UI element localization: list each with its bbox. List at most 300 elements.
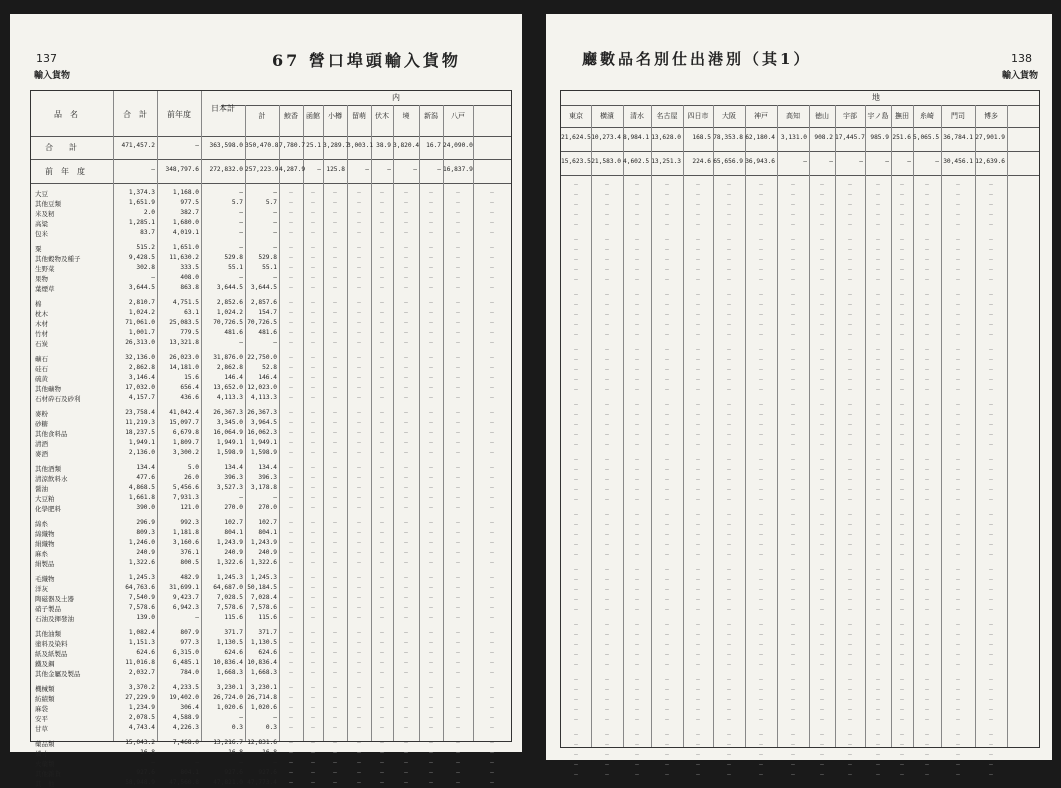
dash: — [357,504,361,511]
dash: — [404,354,408,361]
summary-cell: — [413,166,417,173]
dash: — [727,586,731,593]
dash: — [289,354,293,361]
table-cell: 3,345.0 [216,419,243,426]
table-cell: 26,023.0 [169,354,199,361]
dash: — [820,191,824,198]
dash: — [876,191,880,198]
dash: — [635,641,639,648]
dash: — [574,566,578,573]
dash: — [696,376,700,383]
dash: — [333,779,337,786]
table-cell: — [239,339,243,346]
dash: — [876,751,880,758]
dash: — [696,456,700,463]
dash: — [848,311,852,318]
dash: — [635,376,639,383]
dash: — [900,266,904,273]
dash: — [925,686,929,693]
dash: — [605,356,609,363]
summary-cell: 17,445.7 [835,134,865,141]
dash: — [635,266,639,273]
dash: — [404,219,408,226]
table-cell: 529.8 [224,254,243,261]
dash: — [696,321,700,328]
dash: — [429,549,433,556]
dash: — [333,474,337,481]
dash: — [490,394,494,401]
dash: — [635,731,639,738]
dash: — [876,761,880,768]
header-port: 宇ノ島 [867,112,889,120]
header-port: 高知 [786,112,800,120]
dash: — [791,331,795,338]
header-port: 糸崎 [920,112,934,120]
dash: — [357,539,361,546]
table-cell: 47,773.4 [247,779,277,786]
dash: — [900,511,904,518]
table-cell: 7,028.4 [250,594,277,601]
table-cell: 371.7 [224,629,243,636]
dash: — [289,429,293,436]
dash: — [380,409,384,416]
dash: — [574,661,578,668]
dash: — [900,651,904,658]
dash: — [820,411,824,418]
dash: — [900,256,904,263]
dash: — [876,631,880,638]
dash: — [490,594,494,601]
dash: — [404,629,408,636]
dash: — [490,539,494,546]
dash: — [429,494,433,501]
dash: — [956,731,960,738]
dash: — [791,651,795,658]
table-row-label: 大豆粕 [35,495,55,503]
dash: — [876,651,880,658]
dash: — [635,511,639,518]
dash: — [456,704,460,711]
dash: — [289,364,293,371]
table-cell: 4,019.1 [172,229,199,236]
dash: — [456,329,460,336]
summary-cell: 24,090.0 [443,142,473,149]
dash: — [456,574,460,581]
dash: — [574,476,578,483]
dash: — [490,604,494,611]
dash: — [925,696,929,703]
dash: — [900,586,904,593]
dash: — [989,356,993,363]
table-cell: 927.6 [136,769,155,776]
dash: — [820,521,824,528]
dash: — [665,596,669,603]
dash: — [429,464,433,471]
dash: — [311,549,315,556]
dash: — [759,606,763,613]
dash: — [490,319,494,326]
dash: — [791,521,795,528]
dash: — [456,409,460,416]
table-cell: — [239,209,243,216]
dash: — [956,421,960,428]
dash: — [357,529,361,536]
dash: — [289,539,293,546]
summary-cell: — [907,158,911,165]
dash: — [876,291,880,298]
dash: — [635,596,639,603]
dash: — [820,751,824,758]
dash: — [380,519,384,526]
dash: — [289,574,293,581]
header-port: 横濱 [600,112,614,120]
summary-cell: 348,797.6 [165,166,199,173]
dash: — [429,519,433,526]
dash: — [727,346,731,353]
dash: — [429,574,433,581]
dash: — [791,456,795,463]
dash: — [848,431,852,438]
table-cell: 240.9 [136,549,155,556]
dash: — [848,596,852,603]
dash: — [791,401,795,408]
dash: — [311,474,315,481]
dash: — [404,364,408,371]
dash: — [605,331,609,338]
left-page [10,14,522,788]
table-cell: 4,868.5 [128,484,155,491]
dash: — [925,441,929,448]
table-row-label: 果物 [35,275,48,283]
dash: — [727,401,731,408]
dash: — [956,676,960,683]
dash: — [333,274,337,281]
page-title: 廳數品名別仕出港別（其1） [582,50,812,68]
dash: — [989,346,993,353]
dash: — [696,761,700,768]
dash: — [876,676,880,683]
dash: — [574,311,578,318]
dash: — [848,211,852,218]
dash: — [848,236,852,243]
dash: — [574,541,578,548]
dash: — [311,694,315,701]
dash: — [925,246,929,253]
table-row-label: 清酒 [35,440,48,448]
dash: — [791,386,795,393]
dash: — [380,264,384,271]
summary-cell: 65,656.9 [713,158,743,165]
dash: — [727,246,731,253]
dash: — [357,439,361,446]
dash: — [456,364,460,371]
dash: — [574,401,578,408]
table-cell: 1,668.3 [216,669,243,676]
dash: — [404,594,408,601]
dash: — [727,761,731,768]
dash: — [289,319,293,326]
dash: — [333,519,337,526]
dash: — [490,704,494,711]
dash: — [665,651,669,658]
table-cell: 2,862.8 [128,364,155,371]
dash: — [490,649,494,656]
dash: — [357,584,361,591]
dash: — [925,576,929,583]
dash: — [665,761,669,768]
dash: — [289,189,293,196]
dash: — [333,209,337,216]
dash: — [333,384,337,391]
dash: — [574,466,578,473]
dash: — [956,531,960,538]
summary-cell: 363,598.0 [209,142,243,149]
dash: — [665,246,669,253]
dash: — [848,731,852,738]
table-cell: 3,370.2 [128,684,155,691]
dash: — [820,236,824,243]
dash: — [490,549,494,556]
dash: — [605,496,609,503]
dash: — [635,276,639,283]
dash: — [490,374,494,381]
dash: — [727,321,731,328]
dash: — [876,706,880,713]
dash: — [848,586,852,593]
dash: — [925,291,929,298]
dash: — [333,704,337,711]
dash: — [876,221,880,228]
dash: — [635,456,639,463]
dash: — [605,301,609,308]
dash: — [665,366,669,373]
dash: — [848,266,852,273]
table-cell: — [273,494,277,501]
dash: — [727,511,731,518]
dash: — [696,521,700,528]
dash: — [791,531,795,538]
dash: — [289,694,293,701]
dash: — [289,684,293,691]
dash: — [456,374,460,381]
table-cell: 240.9 [258,549,277,556]
dash: — [404,519,408,526]
dash: — [791,266,795,273]
dash: — [925,401,929,408]
dash: — [333,329,337,336]
dash: — [989,456,993,463]
dash: — [696,191,700,198]
table-cell: 134.4 [136,464,155,471]
dash: — [989,301,993,308]
header-port: 博多 [984,112,998,120]
dash: — [820,651,824,658]
dash: — [574,266,578,273]
dash: — [429,329,433,336]
dash: — [925,676,929,683]
dash: — [574,586,578,593]
dash: — [876,276,880,283]
dash: — [956,411,960,418]
dash: — [848,401,852,408]
dash: — [311,574,315,581]
dash: — [605,256,609,263]
dash: — [876,541,880,548]
dash: — [727,661,731,668]
dash: — [380,739,384,746]
dash: — [380,539,384,546]
dash: — [605,291,609,298]
dash: — [289,209,293,216]
dash: — [925,771,929,778]
table-cell: 14,181.0 [169,364,199,371]
dash: — [665,236,669,243]
dash: — [605,421,609,428]
dash: — [900,376,904,383]
dash: — [956,606,960,613]
dash: — [380,189,384,196]
dash: — [490,339,494,346]
table-cell: 1,668.3 [250,669,277,676]
table-cell: 1,024.2 [128,309,155,316]
dash: — [759,496,763,503]
table-cell: 7,578.6 [250,604,277,611]
dash: — [820,256,824,263]
dash: — [876,741,880,748]
dash: — [311,299,315,306]
table-row-label: 礦石 [35,355,48,363]
table-cell: 804.1 [224,529,243,536]
table-cell: 5.7 [231,199,243,206]
header-japan-total: 日本計 [211,104,235,113]
dash: — [429,409,433,416]
dash: — [759,331,763,338]
dash: — [357,659,361,666]
dash: — [429,384,433,391]
dash: — [333,639,337,646]
dash: — [759,596,763,603]
dash: — [820,456,824,463]
dash: — [289,584,293,591]
dash: — [925,421,929,428]
dash: — [605,731,609,738]
dash: — [404,319,408,326]
summary-cell: 8,984.1 [623,134,650,141]
dash: — [727,331,731,338]
dash: — [956,751,960,758]
dash: — [404,694,408,701]
dash: — [404,779,408,786]
dash: — [357,739,361,746]
dash: — [333,189,337,196]
table-row-label: 硅石 [35,365,48,373]
dash: — [925,191,929,198]
dash: — [791,641,795,648]
dash: — [490,209,494,216]
dash: — [289,309,293,316]
dash: — [635,651,639,658]
dash: — [848,221,852,228]
table-cell: 481.6 [224,329,243,336]
dash: — [429,704,433,711]
table-cell: 31,876.0 [213,354,243,361]
dash: — [574,496,578,503]
table-cell: 10,836.4 [247,659,277,666]
dash: — [605,476,609,483]
dash: — [876,586,880,593]
dash: — [490,559,494,566]
dash: — [956,266,960,273]
dash: — [696,246,700,253]
dash: — [380,354,384,361]
dash: — [956,376,960,383]
dash: — [357,189,361,196]
dash: — [989,256,993,263]
table-cell: 5,456.6 [172,484,199,491]
dash: — [490,614,494,621]
table-row-label: 醤油 [35,485,48,493]
dash: — [429,199,433,206]
dash: — [665,311,669,318]
dash: — [357,629,361,636]
dash: — [696,551,700,558]
dash: — [380,749,384,756]
table-cell: 1,949.1 [250,439,277,446]
dash: — [820,716,824,723]
table-row-label: 高粱 [35,220,48,228]
dash: — [490,714,494,721]
dash: — [635,356,639,363]
table-cell: 4,588.9 [172,714,199,721]
dash: — [456,309,460,316]
table-cell: 6,485.1 [172,659,199,666]
dash: — [404,669,408,676]
dash: — [876,521,880,528]
dash: — [311,254,315,261]
dash: — [848,621,852,628]
dash: — [380,209,384,216]
dash: — [289,759,293,766]
dash: — [357,374,361,381]
dash: — [900,441,904,448]
dash: — [791,291,795,298]
dash: — [665,356,669,363]
dash: — [727,621,731,628]
dash: — [357,339,361,346]
dash: — [727,466,731,473]
table-cell: 50,184.5 [247,584,277,591]
dash: — [429,364,433,371]
dash: — [311,739,315,746]
table-cell: — [239,219,243,226]
dash: — [900,621,904,628]
dash: — [456,724,460,731]
dash: — [820,466,824,473]
dash: — [380,199,384,206]
dash: — [605,761,609,768]
dash: — [759,761,763,768]
dash: — [956,221,960,228]
dash: — [925,346,929,353]
dash: — [605,621,609,628]
dash: — [696,476,700,483]
dash: — [848,376,852,383]
dash: — [311,649,315,656]
table-cell: 807.9 [180,629,199,636]
dash: — [727,386,731,393]
dash: — [956,566,960,573]
dash: — [404,384,408,391]
